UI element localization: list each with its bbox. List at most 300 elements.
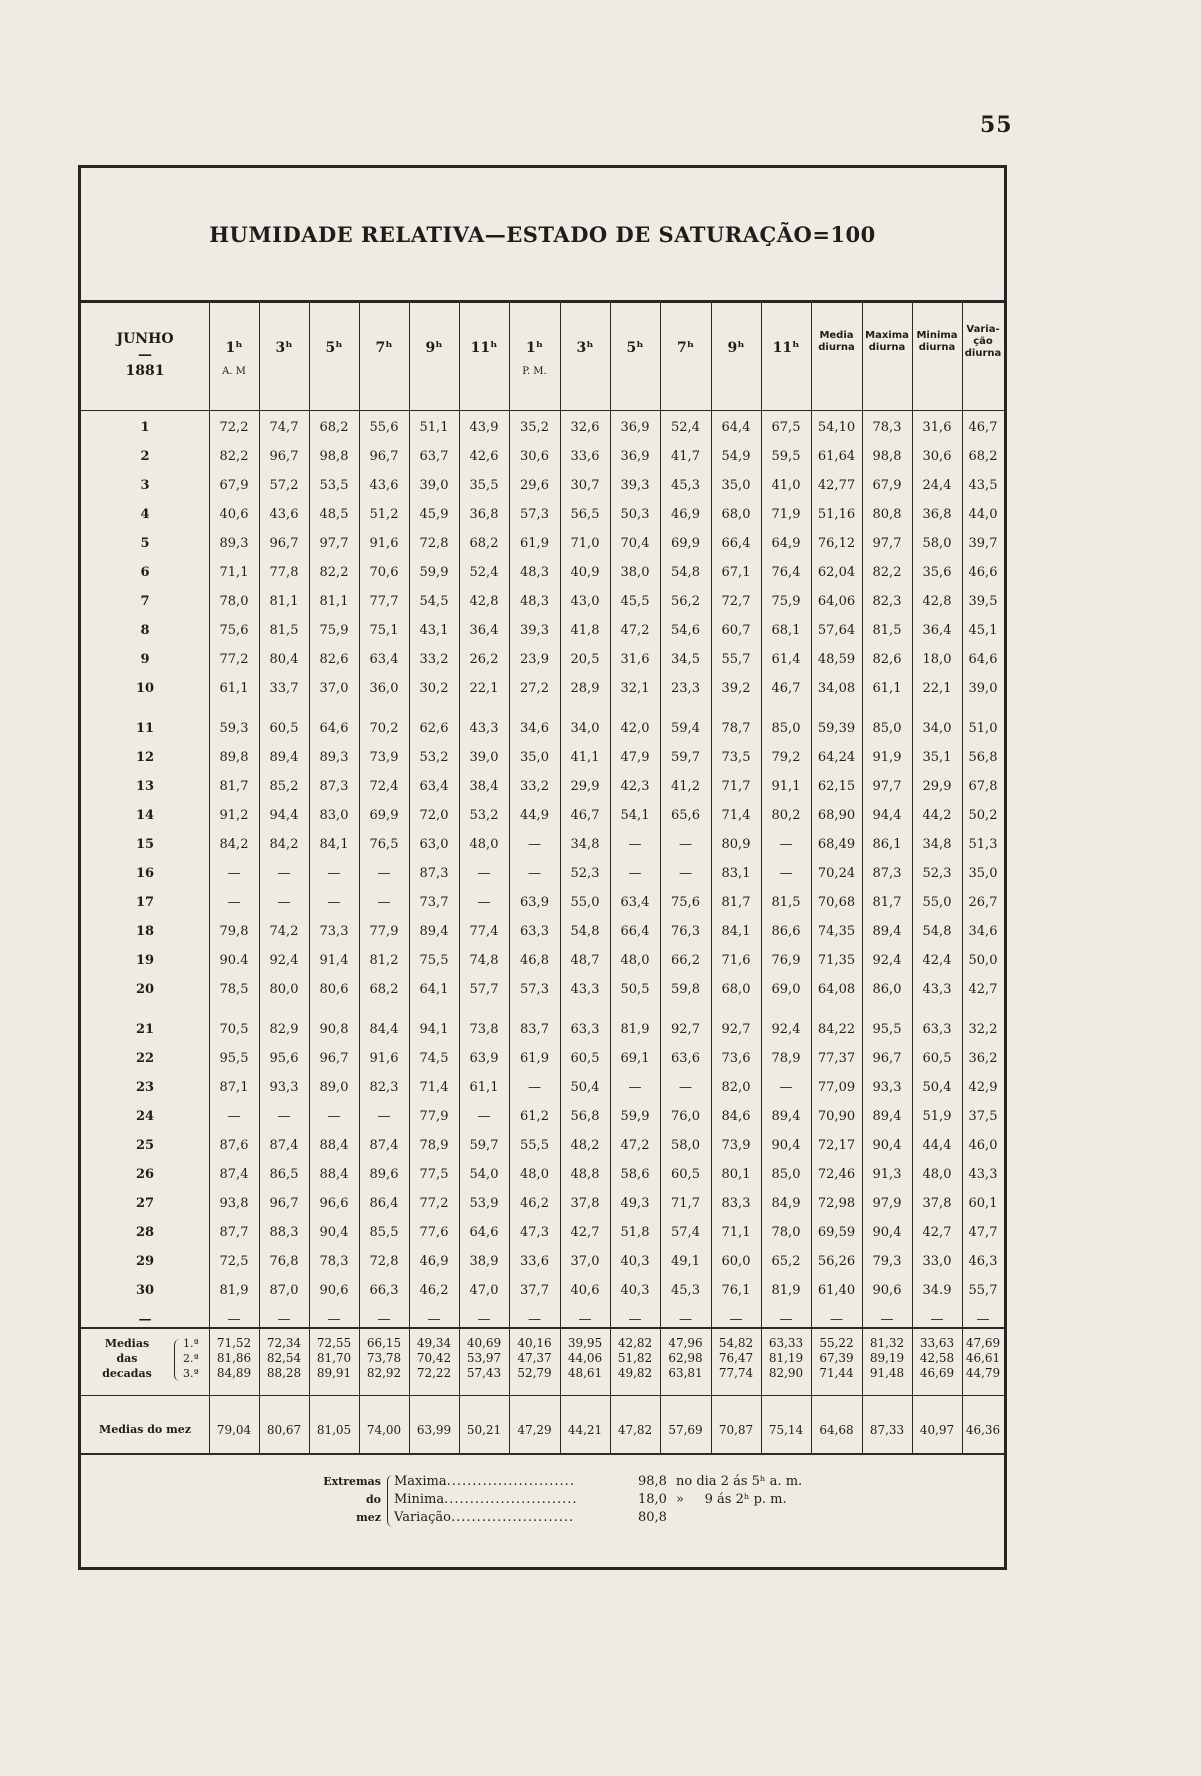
table-cell: 18,0 (922, 652, 952, 667)
table-cell: 42,0 (620, 721, 650, 736)
table-cell: 82,2 (219, 449, 249, 464)
hour-label: 7ʰ (375, 340, 393, 356)
month-mean-cell: 50,21 (466, 1423, 502, 1437)
decade-mean-cell: 52,79 (517, 1366, 552, 1380)
table-cell: 59,9 (620, 1109, 650, 1124)
table-cell: 81,1 (319, 594, 349, 609)
table-cell: 96,7 (369, 449, 399, 464)
table-cell: 92,4 (872, 953, 902, 968)
extremes-label-line: do (365, 1493, 381, 1506)
decade-mean-cell: 51,82 (617, 1351, 653, 1365)
table-cell: 84,1 (721, 924, 751, 939)
table-cell: 37,5 (968, 1109, 998, 1124)
table-cell: 46,9 (419, 1254, 449, 1269)
table-cell: 54,8 (922, 924, 952, 939)
table-cell: 81,7 (721, 895, 751, 910)
table-cell: 33,2 (520, 779, 549, 794)
table-cell: 66,2 (671, 953, 700, 968)
table-cell: 97,9 (872, 1196, 902, 1211)
table-cell: 86,5 (269, 1167, 299, 1182)
table-cell: 64,6 (968, 652, 998, 667)
decade-mean-cell: 42,82 (617, 1336, 653, 1350)
table-cell: 85,5 (369, 1225, 399, 1240)
table-cell: 72,0 (419, 808, 449, 823)
table-cell: 72,8 (369, 1254, 399, 1269)
day-label: 13 (135, 779, 155, 794)
table-frame (78, 165, 1007, 1570)
decade-mean-cell: 67,39 (819, 1351, 854, 1365)
table-cell: 71,35 (817, 953, 856, 968)
day-label: 21 (135, 1022, 155, 1037)
table-cell: 84,1 (319, 837, 349, 852)
table-cell: 51,2 (369, 507, 399, 522)
table-cell: 29,9 (922, 779, 952, 794)
month-mean-cell: 70,87 (718, 1423, 754, 1437)
table-cell: 84,6 (721, 1109, 751, 1124)
table-cell: 23,9 (520, 652, 549, 667)
table-cell: 95,6 (269, 1051, 299, 1066)
table-cell: 42,7 (570, 1225, 600, 1240)
decade-mean-cell: 84,89 (216, 1366, 252, 1380)
table-cell: 36,4 (469, 623, 499, 638)
table-cell: 87,7 (219, 1225, 249, 1240)
table-cell: 60,5 (269, 721, 299, 736)
table-cell: 75,9 (319, 623, 349, 638)
table-cell: 49,3 (620, 1196, 650, 1211)
table-cell: 63,0 (419, 837, 449, 852)
table-cell: 79,8 (219, 924, 249, 939)
table-cell: 64,08 (817, 982, 856, 997)
hour-label: 9ʰ (727, 340, 745, 356)
stat-label-line: Maxima (865, 330, 909, 341)
table-cell: 46,0 (968, 1138, 998, 1153)
decade-mean-cell: 40,16 (517, 1336, 552, 1350)
table-cell: 50,5 (620, 982, 650, 997)
table-cell: 58,0 (922, 536, 952, 551)
decade-mean-cell: 33,63 (919, 1336, 955, 1350)
table-cell: — (477, 866, 491, 881)
table-cell: 33,6 (520, 1254, 549, 1269)
day-label: 6 (140, 565, 150, 580)
table-cell: 46,9 (671, 507, 700, 522)
table-cell: 70,5 (219, 1022, 249, 1037)
table-cell: 38,4 (469, 779, 499, 794)
month-mean-cell: 75,14 (768, 1423, 804, 1437)
decade-marker: 2.ª (183, 1352, 199, 1365)
table-cell: 48,59 (817, 652, 856, 667)
table-cell: 87,3 (419, 866, 449, 881)
table-cell: 87,4 (269, 1138, 299, 1153)
table-cell: 61,4 (771, 652, 801, 667)
table-cell: 81,9 (219, 1283, 249, 1298)
table-cell: 33,6 (570, 449, 600, 464)
table-cell: 73,7 (419, 895, 449, 910)
table-cell: 72,8 (419, 536, 449, 551)
month-mean-cell: 64,68 (819, 1423, 854, 1437)
table-cell: 44,0 (968, 507, 998, 522)
table-cell: 59,3 (219, 721, 249, 736)
day-label: 14 (135, 808, 155, 823)
table-cell: 45,9 (419, 507, 449, 522)
table-cell: 57,64 (817, 623, 856, 638)
table-cell: 86,4 (369, 1196, 399, 1211)
table-cell: 73,9 (369, 750, 399, 765)
table-cell: 65,6 (671, 808, 700, 823)
table-cell: 63,7 (419, 449, 449, 464)
table-cell: 55,7 (968, 1283, 998, 1298)
table-cell: 76,5 (369, 837, 399, 852)
decade-mean-cell: 89,91 (316, 1366, 352, 1380)
table-cell: 53,2 (469, 808, 499, 823)
day-label: 2 (140, 449, 150, 464)
month-mean-cell: 40,97 (919, 1423, 955, 1437)
table-cell: 68,1 (771, 623, 801, 638)
table-cell: 52,3 (570, 866, 600, 881)
table-cell: 46,2 (419, 1283, 449, 1298)
table-cell: — (628, 1080, 642, 1095)
table-bottom-rule (81, 1453, 1004, 1455)
table-cell: 75,5 (419, 953, 449, 968)
decade-mean-cell: 73,78 (366, 1351, 402, 1365)
table-cell: — (976, 1312, 990, 1327)
table-cell: 36,4 (922, 623, 952, 638)
table-cell: — (628, 837, 642, 852)
table-cell: 46,6 (968, 565, 998, 580)
table-cell: 78,3 (872, 420, 902, 435)
table-cell: 41,2 (671, 779, 700, 794)
extremes-label (281, 1473, 381, 1527)
table-cell: 83,7 (520, 1022, 549, 1037)
table-cell: 97,7 (872, 536, 902, 551)
table-cell: 94,4 (269, 808, 299, 823)
page-number: 55 (980, 112, 1013, 138)
table-cell: 39,3 (520, 623, 549, 638)
means-rule (81, 1395, 1004, 1396)
month-mean-cell: 74,00 (366, 1423, 402, 1437)
table-cell: 50,3 (620, 507, 650, 522)
column-header-hour (459, 300, 509, 410)
table-cell: 46,3 (968, 1254, 998, 1269)
table-cell: 43,3 (469, 721, 499, 736)
extremes-rows (394, 1473, 994, 1527)
decade-mean-cell: 44,06 (567, 1351, 603, 1365)
table-cell: 35,5 (469, 478, 499, 493)
table-cell: 84,4 (369, 1022, 399, 1037)
table-cell: 71,7 (721, 779, 751, 794)
table-cell: 23,3 (671, 681, 700, 696)
table-cell: 78,5 (219, 982, 249, 997)
month-mean-cell: 57,69 (668, 1423, 703, 1437)
table-cell: 82,6 (319, 652, 349, 667)
decade-mean-cell: 70,42 (416, 1351, 452, 1365)
column-header-hour (309, 300, 359, 410)
table-cell: 35,1 (922, 750, 952, 765)
hour-label: 9ʰ (425, 340, 443, 356)
hour-label: 1ʰ (525, 340, 544, 356)
extremes-label-line: mez (356, 1511, 381, 1524)
table-cell: — (427, 1312, 441, 1327)
table-cell: 68,90 (817, 808, 856, 823)
table-cell: — (779, 1312, 793, 1327)
table-cell: 42,4 (922, 953, 952, 968)
extreme-row-variacao (394, 1509, 994, 1527)
table-cell: 80,1 (721, 1167, 751, 1182)
table-cell: 75,6 (671, 895, 700, 910)
table-cell: 88,4 (319, 1167, 349, 1182)
table-cell: 63,6 (671, 1051, 700, 1066)
leader-dots: .......................... (444, 1492, 578, 1507)
table-cell: — (377, 1312, 391, 1327)
day-label: 19 (135, 953, 155, 968)
table-cell: 51,16 (817, 507, 856, 522)
table-cell: 78,9 (771, 1051, 801, 1066)
table-cell: 55,0 (570, 895, 600, 910)
month-mean-cell: 47,82 (617, 1423, 653, 1437)
day-label: 12 (135, 750, 155, 765)
extreme-name: Variação (394, 1510, 451, 1525)
table-cell: 61,2 (520, 1109, 549, 1124)
table-cell: 64,1 (419, 982, 449, 997)
stat-label-line: Minima (916, 330, 958, 341)
table-cell: 76,1 (721, 1283, 751, 1298)
table-cell: 63,9 (520, 895, 549, 910)
decade-mean-cell: 88,28 (266, 1366, 302, 1380)
table-cell: 77,4 (469, 924, 499, 939)
table-cell: 67,5 (771, 420, 801, 435)
table-cell: 78,3 (319, 1254, 349, 1269)
table-cell: 68,0 (721, 507, 751, 522)
table-cell: 54,5 (419, 594, 449, 609)
table-cell: 71,1 (721, 1225, 751, 1240)
table-cell: 40,9 (570, 565, 600, 580)
decade-mean-cell: 76,47 (718, 1351, 754, 1365)
extreme-note: » 9 ás 2ʰ p. m. (676, 1492, 787, 1507)
table-cell: 73,9 (721, 1138, 751, 1153)
table-cell: 72,4 (369, 779, 399, 794)
decade-mean-cell: 91,48 (869, 1366, 905, 1380)
table-cell: 76,12 (817, 536, 856, 551)
decades-rule (81, 1327, 1004, 1329)
table-cell: 89,3 (319, 750, 349, 765)
decades-label (81, 1336, 173, 1381)
table-cell: 45,3 (671, 478, 700, 493)
decade-mean-cell: 46,69 (919, 1366, 955, 1380)
table-cell: 77,5 (419, 1167, 449, 1182)
table-cell: 48,2 (570, 1138, 600, 1153)
table-cell: 82,9 (269, 1022, 299, 1037)
decade-mean-cell: 81,32 (869, 1336, 905, 1350)
table-cell: 96,6 (319, 1196, 349, 1211)
table-cell: 62,04 (817, 565, 856, 580)
table-cell: 34,6 (968, 924, 998, 939)
table-cell: 89,4 (872, 1109, 902, 1124)
table-cell: 63,9 (469, 1051, 499, 1066)
decade-mean-cell: 47,96 (668, 1336, 703, 1350)
table-cell: — (327, 895, 341, 910)
table-cell: 64,6 (469, 1225, 499, 1240)
table-cell: 46,2 (520, 1196, 549, 1211)
table-cell: 49,1 (671, 1254, 700, 1269)
table-cell: — (528, 866, 541, 881)
table-cell: 74,35 (817, 924, 856, 939)
table-cell: 85,0 (771, 1167, 801, 1182)
table-cell: 39,0 (469, 750, 499, 765)
table-cell: 72,7 (721, 594, 751, 609)
stat-label-line: diurna (964, 348, 1002, 359)
table-cell: 43,5 (968, 478, 998, 493)
table-cell: 91,1 (771, 779, 801, 794)
decade-mean-cell: 77,74 (718, 1366, 754, 1380)
table-cell: 85,0 (771, 721, 801, 736)
table-cell: 40,6 (219, 507, 249, 522)
table-cell: 77,8 (269, 565, 299, 580)
table-cell: 42,7 (968, 982, 998, 997)
month-means-label: Medias do mez (99, 1423, 191, 1436)
hour-label: 1ʰ (225, 340, 243, 356)
table-cell: 80,0 (269, 982, 299, 997)
table-cell: — (528, 837, 541, 852)
table-cell: 35,0 (721, 478, 751, 493)
table-cell: — (227, 866, 241, 881)
table-cell: — (377, 1109, 391, 1124)
day-label: 28 (135, 1225, 155, 1240)
day-label: 16 (135, 866, 155, 881)
month-mean-cell: 46,36 (965, 1423, 1001, 1437)
table-cell: 68,2 (319, 420, 349, 435)
table-cell: 98,8 (319, 449, 349, 464)
table-cell: 40,6 (570, 1283, 600, 1298)
decade-marker: 3.ª (183, 1367, 199, 1380)
table-cell: 64,24 (817, 750, 856, 765)
table-cell: 72,5 (219, 1254, 249, 1269)
table-cell: 35,2 (520, 420, 549, 435)
decade-mean-cell: 54,82 (718, 1336, 754, 1350)
table-cell: 67,9 (872, 478, 902, 493)
table-cell: 64,4 (721, 420, 751, 435)
day-label: 23 (135, 1080, 155, 1095)
decade-mean-cell: 49,82 (617, 1366, 653, 1380)
hour-label: 11ʰ (772, 340, 800, 356)
table-cell: 60,0 (721, 1254, 751, 1269)
table-cell: 58,0 (671, 1138, 700, 1153)
table-cell: — (277, 866, 291, 881)
extreme-name: Minima (394, 1492, 445, 1507)
table-cell: 66,3 (369, 1283, 399, 1298)
stat-label (962, 324, 1004, 360)
table-cell: 32,2 (968, 1022, 998, 1037)
table-cell: 52,4 (469, 565, 499, 580)
table-cell: 59,4 (671, 721, 700, 736)
table-cell: — (830, 1312, 843, 1327)
table-cell: 47,9 (620, 750, 650, 765)
day-label: 15 (135, 837, 155, 852)
table-cell: 89,4 (419, 924, 449, 939)
table-cell: 86,1 (872, 837, 902, 852)
table-cell: 31,6 (620, 652, 650, 667)
column-header-stat (862, 300, 912, 410)
table-cell: 75,1 (369, 623, 399, 638)
table-cell: 56,8 (968, 750, 998, 765)
stat-label (862, 330, 912, 354)
table-cell: 44,2 (922, 808, 952, 823)
table-cell: 59,7 (671, 750, 700, 765)
table-cell: 34,0 (922, 721, 952, 736)
table-cell: 92,4 (269, 953, 299, 968)
hour-label: 3ʰ (275, 340, 293, 356)
month-mean-cell: 47,29 (517, 1423, 552, 1437)
table-cell: 90,4 (872, 1225, 902, 1240)
table-cell: 90.4 (219, 953, 249, 968)
leader-dots: ......................... (446, 1474, 575, 1489)
decade-mean-cell: 72,34 (266, 1336, 302, 1350)
table-cell: 57,3 (520, 507, 549, 522)
table-cell: 69,59 (817, 1225, 856, 1240)
table-cell: — (679, 866, 692, 881)
table-cell: 47,2 (620, 623, 650, 638)
column-header-hour (259, 300, 309, 410)
day-label: 26 (135, 1167, 155, 1182)
table-cell: 90,6 (872, 1283, 902, 1298)
table-cell: — (930, 1312, 944, 1327)
ampm-label: P. M. (522, 366, 547, 377)
decade-mean-cell: 82,92 (366, 1366, 402, 1380)
table-cell: 34,5 (671, 652, 700, 667)
table-cell: 68,0 (721, 982, 751, 997)
table-cell: 97,7 (319, 536, 349, 551)
column-header-stat (811, 300, 862, 410)
table-cell: 94,1 (419, 1022, 449, 1037)
table-cell: 83,3 (721, 1196, 751, 1211)
decade-mean-cell: 47,69 (965, 1336, 1001, 1350)
table-cell: 69,9 (369, 808, 399, 823)
table-cell: 80,9 (721, 837, 751, 852)
table-cell: 63,3 (570, 1022, 600, 1037)
table-cell: 61,1 (219, 681, 249, 696)
table-cell: 33,7 (269, 681, 299, 696)
table-cell: 63,4 (369, 652, 399, 667)
table-cell: 63,3 (520, 924, 549, 939)
table-cell: 42,8 (469, 594, 499, 609)
table-cell: 76,8 (269, 1254, 299, 1269)
table-cell: 51,9 (922, 1109, 952, 1124)
table-cell: 63,4 (620, 895, 650, 910)
table-cell: 53,5 (319, 478, 349, 493)
table-cell: 30,6 (922, 449, 952, 464)
table-cell: 71,0 (570, 536, 600, 551)
table-cell: 98,8 (872, 449, 902, 464)
table-cell: 55,5 (520, 1138, 549, 1153)
table-cell: 66,4 (721, 536, 751, 551)
table-cell: — (227, 1109, 241, 1124)
table-cell: 81,7 (219, 779, 249, 794)
table-cell: 75,9 (771, 594, 801, 609)
table-cell: 90,8 (319, 1022, 349, 1037)
table-cell: 56,8 (570, 1109, 600, 1124)
column-header-hour (660, 300, 711, 410)
day-label: 29 (135, 1254, 155, 1269)
stat-label-line: diurna (868, 342, 906, 353)
table-cell: 87,3 (319, 779, 349, 794)
table-cell: 67,1 (721, 565, 751, 580)
decade-mean-cell: 81,86 (216, 1351, 252, 1365)
table-cell: 67,8 (968, 779, 998, 794)
table-cell: 93,8 (219, 1196, 249, 1211)
table-cell: 57,7 (469, 982, 499, 997)
table-cell: 33,2 (419, 652, 449, 667)
table-cell: 36,9 (620, 420, 650, 435)
day-label: 24 (135, 1109, 155, 1124)
stat-label-line: ção (973, 336, 993, 347)
